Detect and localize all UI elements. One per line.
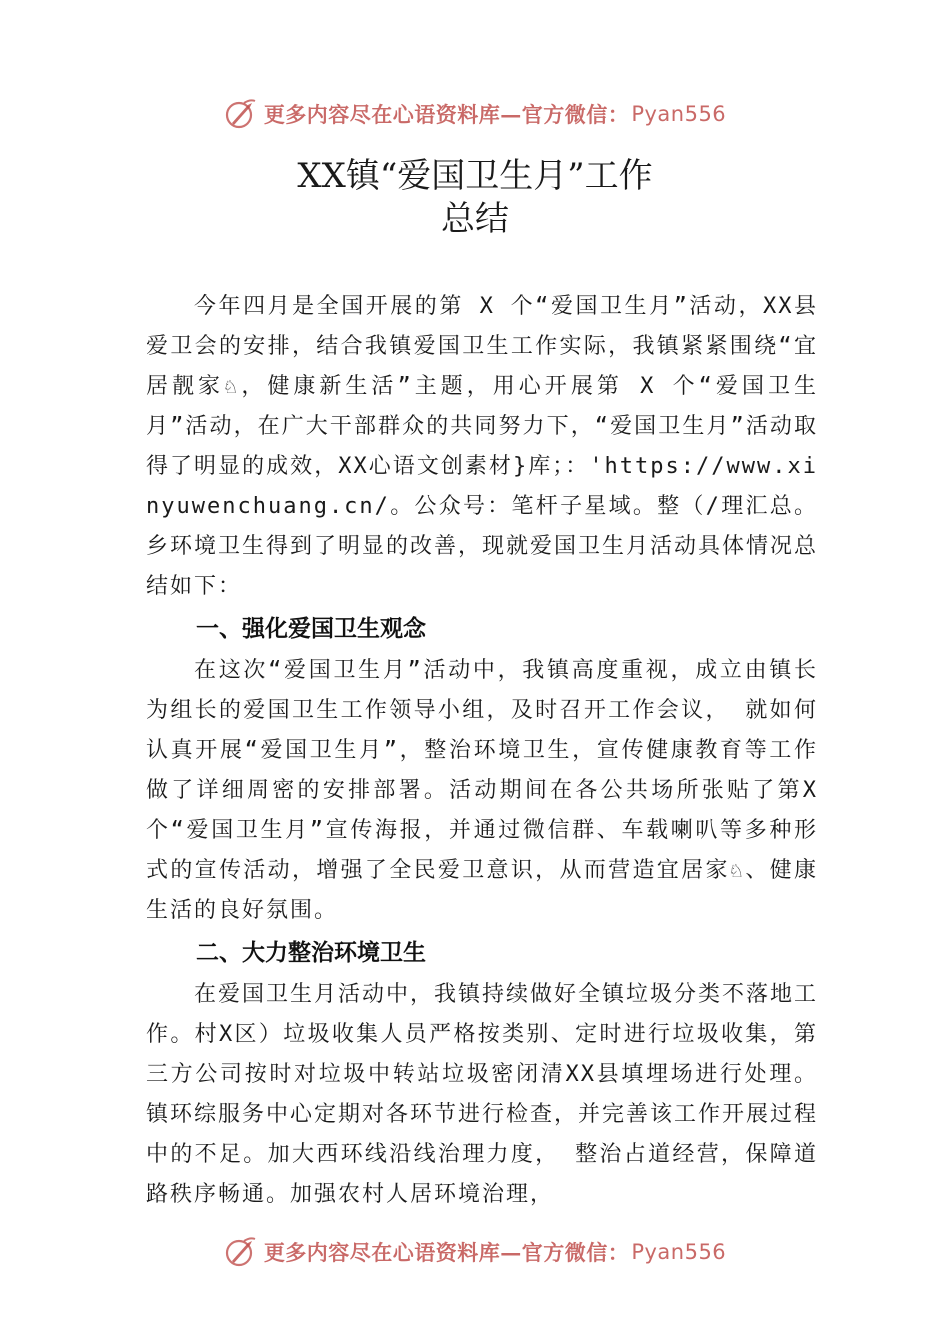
section2-paragraph: 在爱国卫生月活动中，我镇持续做好全镇垃圾分类不落地工作。村X区）垃圾收集人员严格按类别、定时进行垃圾收集，第三方公司按时对垃圾中转站垃圾密闭清XX县填埋场进行处理。镇环综服务中心定期对各环节进行检查，并完善该工作开展过程中的不足。加大西环线沿线治理力度， 整治占道经营，保障道路秩序畅通。加强农村人居环境治理， [146, 982, 819, 1207]
document-body [146, 287, 818, 1215]
watermark-wechat-id: Pyan556 [631, 1240, 727, 1264]
document-title-line1: XX镇“爱国卫生月”工作 [297, 156, 653, 196]
section2-heading: 二、大力整治环境卫生 [196, 940, 426, 966]
section1-heading: 一、强化爱国卫生观念 [196, 616, 426, 642]
watermark-banner-top [0, 92, 950, 136]
document-title-line2: 总结 [441, 199, 509, 239]
watermark-label: 更多内容尽在心语资料库—官方微信： [263, 1240, 630, 1265]
quill-logo-icon [224, 97, 258, 131]
intro-paragraph: 今年四月是全国开展的第 X 个“爱国卫生月”活动，XX县爱卫会的安排，结合我镇爱国卫生工作实际，我镇紧紧围绕“宜居靓家♘，健康新生活”主题，用心开展第 X 个“爱国卫生月”活动，在广大干部群众的共同努力下，“爱国卫生月”活动取得了明显的成效，XX心语文创素材}库；：'https://www.xinyuwenchuang.cn/。公众号：笔杆子星域。整（/理汇总。乡环境卫生得到了明显的改善，现就爱国卫生月活动具体情况总结如下： [146, 294, 819, 599]
watermark-banner-bottom [0, 1230, 950, 1274]
quill-logo-icon [224, 1235, 258, 1269]
watermark-label: 更多内容尽在心语资料库—官方微信： [263, 102, 630, 127]
section1-paragraph: 在这次“爱国卫生月”活动中，我镇高度重视，成立由镇长为组长的爱国卫生工作领导小组，及时召开工作会议， 就如何认真开展“爱国卫生月”，整治环境卫生，宣传健康教育等工作做了详细周密的安排部署。活动期间在各公共场所张贴了第X个“爱国卫生月”宣传海报，并通过微信群、车载喇叭等多种形式的宣传活动，增强了全民爱卫意识，从而营造宜居家♘、健康生活的良好氛围。 [146, 658, 818, 923]
watermark-wechat-id: Pyan556 [631, 102, 727, 126]
